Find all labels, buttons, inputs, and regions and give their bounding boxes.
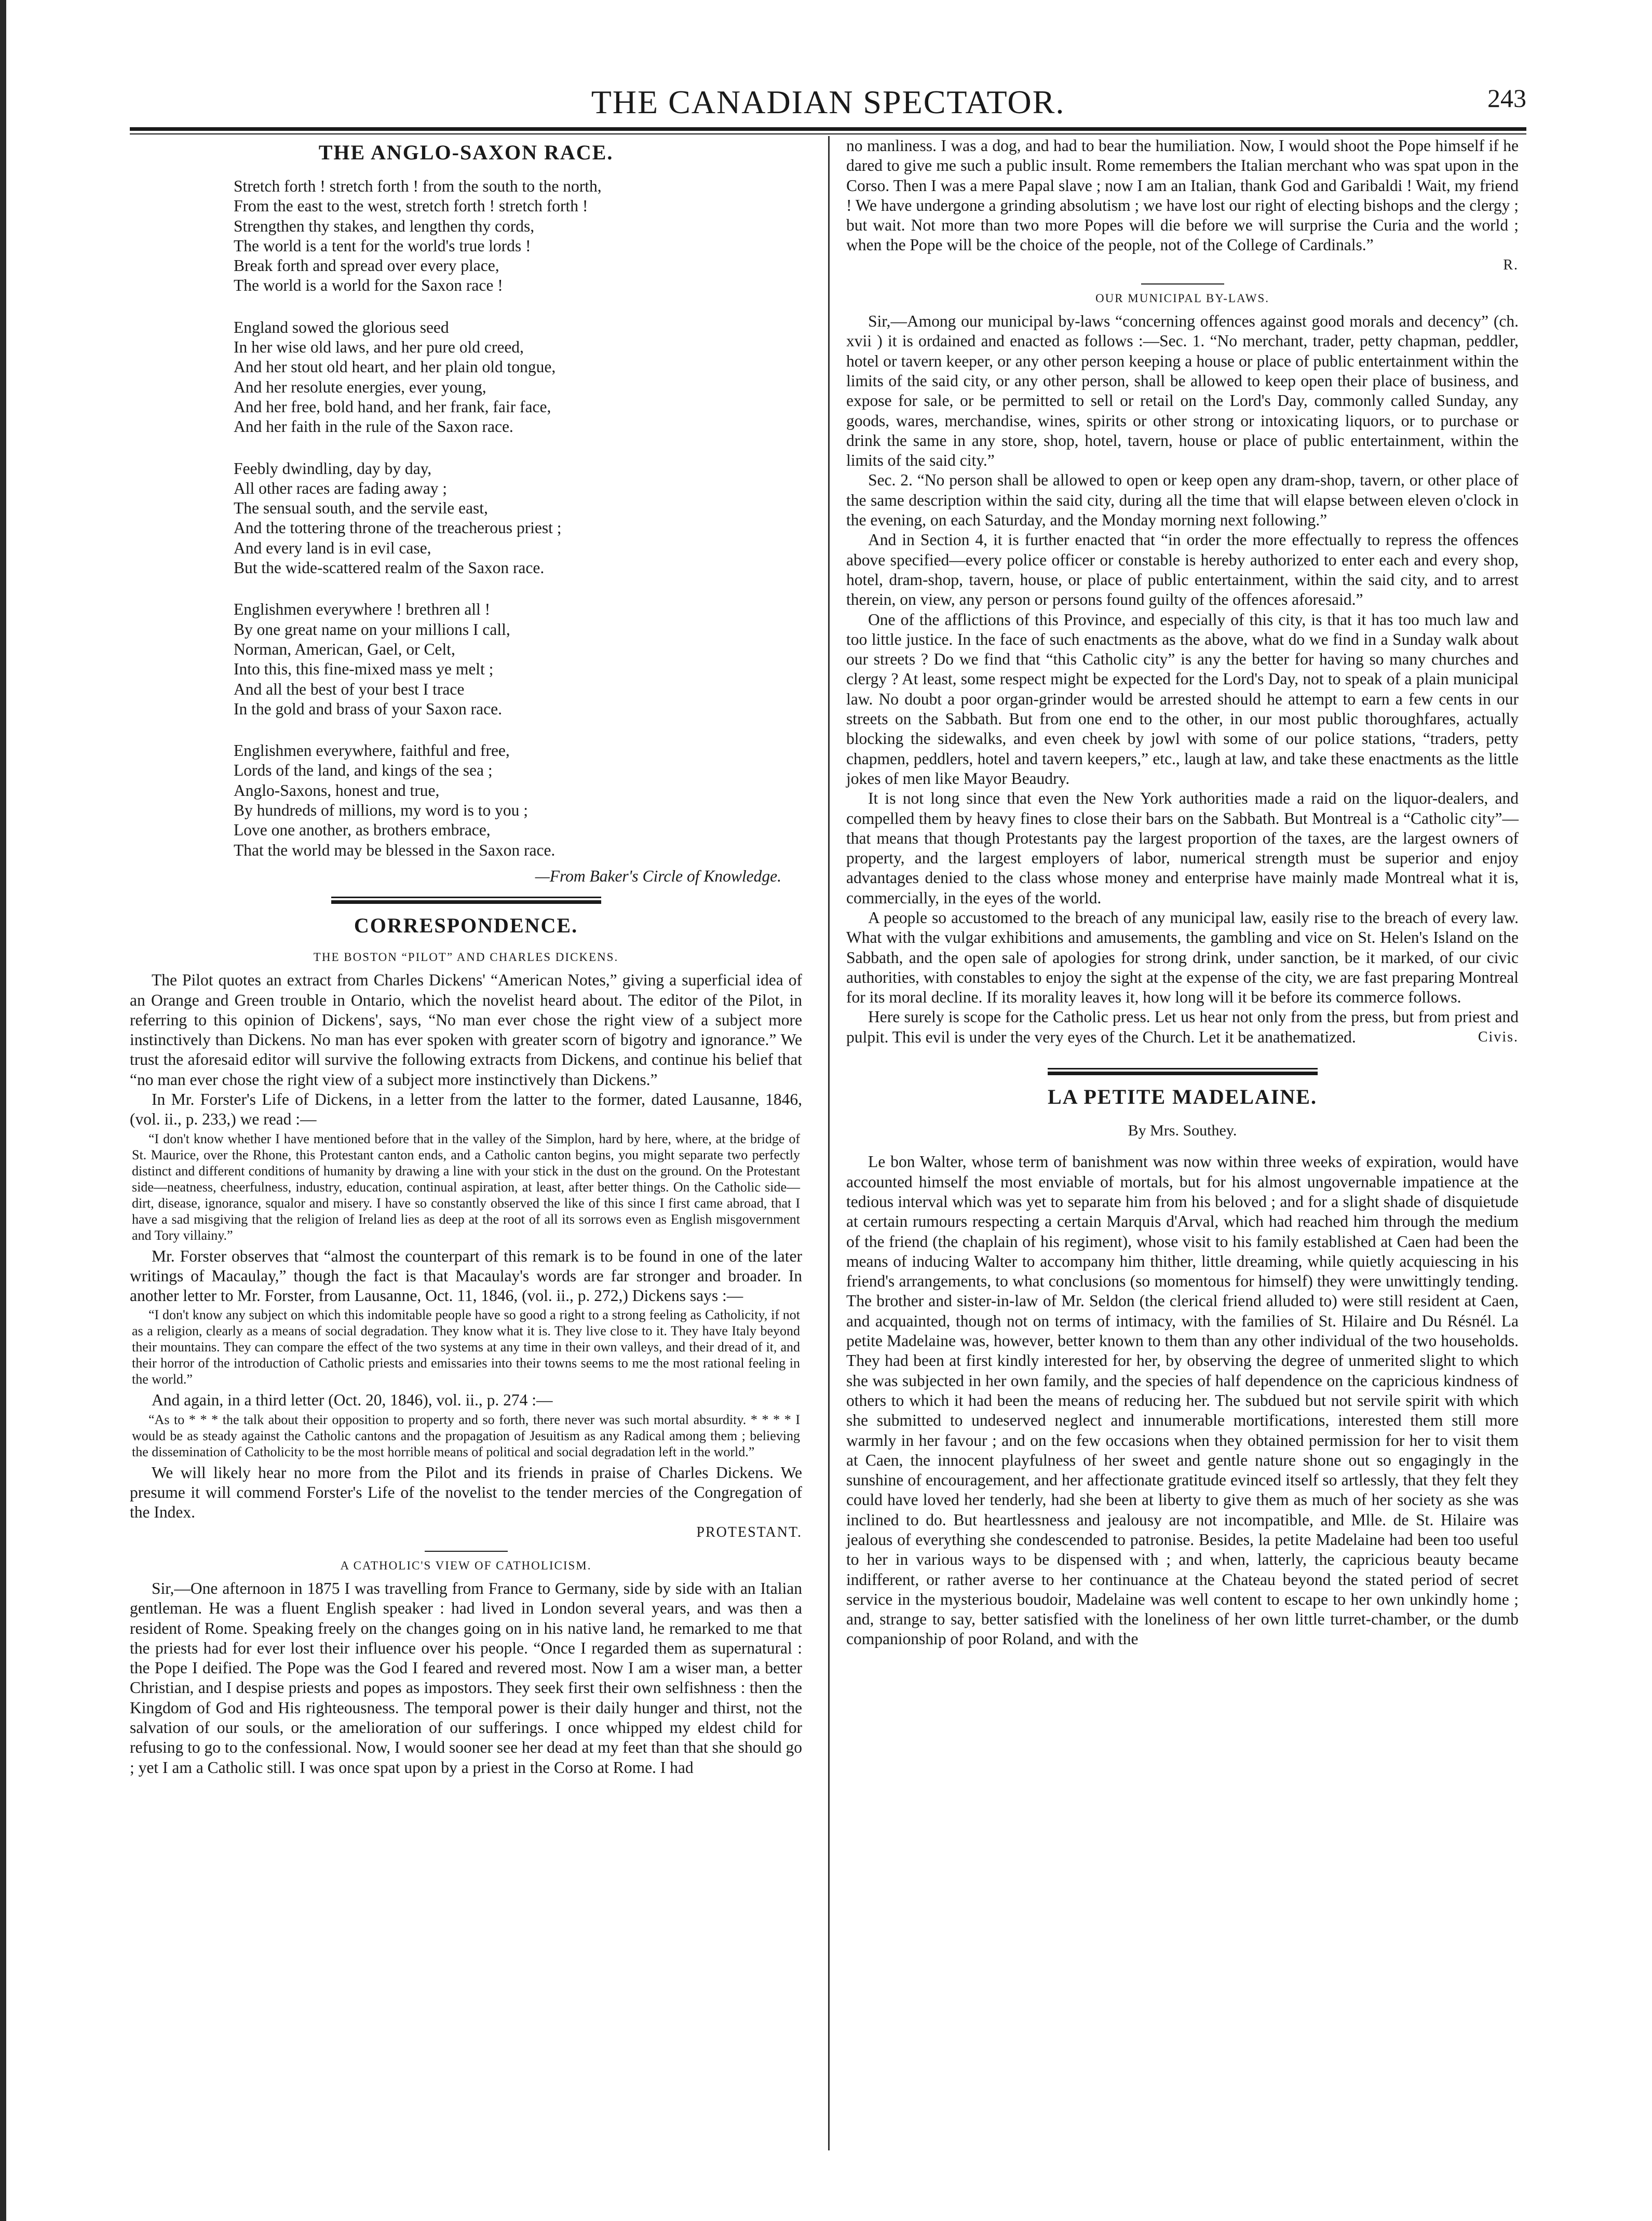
poem-line: By hundreds of millions, my word is to you ; [234,801,528,820]
poem-line: Break forth and spread over every place, [234,256,499,275]
story-byline: By Mrs. Southey. [1128,1122,1237,1140]
poem-stanza [234,741,802,860]
poem-line: Into this, this fine-mixed mass ye melt ; [234,660,494,679]
poem-line: And all the best of your best I trace [234,680,465,698]
section-rule [425,1551,508,1552]
page-number: 243 [1487,84,1526,113]
article-paragraph: And again, in a third letter (Oct. 20, 1846), vol. ii., p. 274 :— [152,1391,553,1410]
paragraph-text: Here surely is scope for the Catholic press. Let us hear not only from the press, but from priest and pulpit. This evil is under the very eyes of the Church. Let it be anathematized. [846,1008,1519,1046]
section-rule [331,897,601,904]
poem-line: From the east to the west, stretch forth ! stretch forth ! [234,197,588,215]
poem-line: And her resolute energies, ever young, [234,377,486,396]
poem-title: THE ANGLO-SAXON RACE. [318,141,614,164]
quotation [130,1412,802,1460]
poem-line: By one great name on your millions I call, [234,620,510,639]
poem-line: Norman, American, Gael, or Celt, [234,640,455,658]
municipal-bylaws-subtitle: OUR MUNICIPAL BY-LAWS. [1095,292,1269,305]
poem-line: And the tottering throne of the treacherous priest ; [234,519,562,537]
poem-line: Stretch forth ! stretch forth ! from the south to the north, [234,177,602,195]
article-paragraph: Sir,—Among our municipal by-laws “concerning offences against good morals and decency” (ch. xvii ) it is ordained and enacted as follows :—Sec. 1. “No merchant, trader, petty chapman, peddler, hotel or tavern keeper, or any other person keeping a house or place of public entertainment within the limits of the said city, or any other person, shall be allowed to keep open their place of business, and expose for sale, or be permitted to sell or retail on the Lord's Day, commonly called Sunday, any goods, wares, merchandise, wines, spirits or other strong or intoxicating liquors, or to purchase or drink the same in any store, shop, hotel, tavern, house or place of public entertainment, within the limits of the said city.” [846,312,1519,470]
poem-stanza [234,459,802,578]
masthead [130,78,1526,125]
right-column [846,136,1519,1649]
poem-line: Englishmen everywhere, faithful and free, [234,741,510,760]
poem [130,177,802,860]
story-paragraph: Le bon Walter, whose term of banishment was now within three weeks of expiration, would have accounted himself the most enviable of mortals, but for his almost ungovernable impatience at the tedious interval which was yet to separate him from his beloved ; and for a slight shade of disquietude at certain rumours respecting a certain Marquis d'Arval, which had reached him through the medium of the friend (the chaplain of his regiment), whose visit to his family established at Caen had been the means of inducing Walter to accompany him thither, little dreaming, while quietly acquiescing in his friend's arrangements, to what conclusions (so momentous for himself) they were unwittingly tending. The brother and sister-in-law of Mr. Seldon (the clerical friend alluded to) were still resident at Caen, and acquainted, though not on terms of intimacy, with the families of St. Hilaire and Du Résnél. La petite Madelaine was, however, better known to them than any other individual of the two households. They had been at first kindly interested for her, by observing the degree of unmerited slight to which she was subjected in her own family, and the species of half dependence on the capricious kindness of others to which it had been the means of reducing her. The subdued but not servile spirit with which she submitted to undeserved neglect and innumerable mortifications, interested them still more warmly in her favour ; and on the few occasions when they obtained permission for her to visit them at Caen, the innocent playfulness of her sweet and gentle nature shone out so engagingly in the sunshine of encouragement, and her affectionate gratitude evinced itself so artlessly, that they felt they could have loved her tenderly, had she been at liberty to give them as much of her society as she was inclined to do. But heartlessness and jealousy are not incompatible, and Mlle. de St. Hilaire was jealous of everything she condescended to patronise. Besides, la petite Madelaine had been too useful to her in various ways to be dispensed with ; and when, latterly, the capricious beauty became indifferent, or rather averse to her continuance at the Chateau beyond the stated period of secret service in the mysterious boudoir, Madelaine was well content to escape to her own unkindly home ; and, strange to say, better satisfied with the loneliness of her own little turret-chamber, or the dumb companionship of poor Roland, and with the [846,1153,1519,1648]
poem-line: And her faith in the rule of the Saxon race. [234,417,513,436]
article-paragraph: A people so accustomed to the breach of any municipal law, easily rise to the breach of every law. What with the vulgar exhibitions and amusements, the gambling and vice on St. Helen's Island on the Sabbath, and the open sale of apologies for strong drink, under sanction, be it marked, of our civic authorities, with constables to enjoy the sight at the expense of the city, we are fast preparing Montreal for its moral decline. If its morality leaves it, how long will it be before its commerce follows. [846,908,1519,1007]
article-paragraph: One of the afflictions of this Province, and especially of this city, is that it has too much law and too little justice. In the face of such enactments as the above, what do we find in a Sunday walk about our streets ? Do we find that “this Catholic city” is any the better for having so many churches and clergy ? At least, some respect might be expected for the Lord's Day, not to speak of a plain municipal law. No doubt a poor organ-grinder would be arrested should he attempt to earn a few cents in our streets on the Sabbath. But from one end to the other, in our most public thoroughfares, actually blocking the sidewalks, and even cheek by jowl with some of our police stations, “traders, petty chapmen, peddlers, hotel and tavern keepers,” etc., laugh at law, and take these enactments as the little jokes of men like Mayor Beaudry. [846,610,1519,788]
article-paragraph: Sir,—One afternoon in 1875 I was travelling from France to Germany, side by side with an Italian gentleman. He was a fluent English speaker : had lived in London several years, and was then a resident of Rome. Speaking freely on the changes going on in his native land, he remarked to me that the priests had for ever lost their influence over his people. “Once I regarded them as supernatural : the Pope I deified. The Pope was the God I feared and revered most. Now I am a wiser man, a better Christian, and I despise priests and popes as impostors. They seek first their own selfishness : then the Kingdom of God and His righteousness. The temporal power is their daily hunger and thirst, not the salvation of our souls, or the amelioration of our sufferings. I once whipped my eldest child for refusing to go to the confessional. Now, I would sooner see her dead at my feet than that she should go ; yet I am a Catholic still. I was once spat upon by a priest in the Corso at Rome. I had [130,1579,802,1777]
letter-signature: PROTESTANT. [696,1524,802,1540]
quotation-text: “I don't know any subject on which this indomitable people have so good a right to a strong feeling as Catholicity, if not as a religion, clearly as a means of social degradation. They know what it is. They live close to it. They have Italy beyond their mountains. They can compare the effect of the two systems at any time in their own valleys, and their dread of it, and their horror of the introduction of Catholic priests and emissaries into their towns seems to me the most rational feeling in the world.” [132,1307,800,1387]
poem-line: Feebly dwindling, day by day, [234,459,432,478]
poem-line: The world is a world for the Saxon race ! [234,276,503,295]
poem-line: The world is a tent for the world's true lords ! [234,236,531,255]
poem-line: Strengthen thy stakes, and lengthen thy cords, [234,216,535,235]
poem-stanza [234,600,802,719]
story-title: LA PETITE MADELAINE. [1048,1085,1317,1109]
masthead-rule [130,127,1526,134]
quotation [130,1131,802,1243]
correspondence-title: CORRESPONDENCE. [354,914,578,938]
poem-line: All other races are fading away ; [234,479,448,497]
boston-pilot-subtitle: THE BOSTON “PILOT” AND CHARLES DICKENS. [313,951,619,964]
poem-line: In her wise old laws, and her pure old creed, [234,338,524,357]
poem-line: Love one another, as brothers embrace, [234,821,491,839]
quotation [130,1307,802,1387]
article-paragraph: Sec. 2. “No person shall be allowed to open or keep open any dram-shop, tavern, or other place of the same description within the said city, during all the time that will elapse between eleven o'clock in the evening, on each Saturday, and the Monday morning next following.” [846,471,1519,530]
poem-line: And her stout old heart, and her plain old tongue, [234,358,556,376]
section-rule [1141,283,1224,285]
poem-line: Lords of the land, and kings of the sea ; [234,761,493,780]
column-divider [828,136,830,2150]
poem-line: Anglo-Saxons, honest and true, [234,781,440,800]
quotation-text: “As to * * * the talk about their opposition to property and so forth, there never was such mortal absurdity. * * * * I would be as steady against the Catholic cantons and the propagation of Jesuitism as any Radical among them ; believing the dissemination of Catholicity to be the most horrible means of political and social degradation left in the world.” [132,1412,800,1459]
poem-line: And her free, bold hand, and her frank, fair face, [234,397,551,416]
article-paragraph [846,1007,1519,1047]
article-paragraph: Mr. Forster observes that “almost the counterpart of this remark is to be found in one of the later writings of Macaulay,” though the fact is that Macaulay's words are far stronger and broader. In another letter to Mr. Forster, from Lausanne, Oct. 11, 1846, (vol. ii., p. 272,) Dickens says :— [130,1247,802,1305]
poem-stanza [234,177,802,296]
article-paragraph: In Mr. Forster's Life of Dickens, in a letter from the latter to the former, dated Lausanne, 1846, (vol. ii., p. 233,) we read :— [130,1090,802,1129]
section-rule [1048,1068,1318,1075]
left-column [130,136,802,1778]
article-paragraph: It is not long since that even the New York authorities made a raid on the liquor-dealers, and compelled them by heavy fines to close their bars on the Sabbath. But Montreal is a “Catholic city”—that means that though Protestants pay the largest proportion of the taxes, are the largest owners of property, and the largest employers of labor, numerical strength must be superior and enjoy advantages denied to the class whose money and enterprise have mainly made Montreal what it is, commercially, in the eyes of the world. [846,789,1519,907]
poem-line: In the gold and brass of your Saxon race. [234,699,502,718]
poem-line: But the wide-scattered realm of the Saxon race. [234,559,545,577]
poem-line: The sensual south, and the servile east, [234,499,488,518]
letter-signature: Civis. [1478,1028,1519,1045]
poem-credit: —From Baker's Circle of Knowledge. [535,866,781,885]
poem-line: England sowed the glorious seed [234,318,449,336]
quotation-text: “I don't know whether I have mentioned before that in the valley of the Simplon, hard by here, where, at the bridge of St. Maurice, over the Rhone, this Protestant canton ends, and a Catholic canton begins, you might separate two perfectly distinct and different conditions of humanity by drawing a line with your stick in the dust on the ground. On the Protestant side—neatness, cheerfulness, industry, education, continual aspiration, at least, after better things. On the Catholic side—dirt, disease, ignorance, squalor and misery. I have so constantly observed the like of this since I first came abroad, that I have a sad misgiving that the religion of Ireland lies as deep at the root of all its sorrows even as English misgovernment and Tory villainy.” [132,1131,800,1243]
article-paragraph-continued: no manliness. I was a dog, and had to bear the humiliation. Now, I would shoot the Pope himself if he dared to give me such a public insult. Rome remembers the Italian merchant who was spat upon in the Corso. Then I was a mere Papal slave ; now I am an Italian, thank God and Garibaldi ! Wait, my friend ! We have undergone a grinding absolutism ; we have lost our right of electing bishops and the clergy ; but wait. Not more than two more Popes will die before we will surprise the Curia and the world ; when the Pope will be the choice of the people, not of the College of Cardinals.” [846,137,1519,254]
letter-signature: R. [1503,256,1519,273]
poem-line: That the world may be blessed in the Saxon race. [234,841,556,859]
poem-stanza [234,318,802,437]
catholic-view-subtitle: A CATHOLIC'S VIEW OF CATHOLICISM. [340,1559,592,1572]
poem-line: Englishmen everywhere ! brethren all ! [234,600,491,619]
poem-line: And every land is in evil case, [234,538,431,557]
page-binding-edge [0,0,6,2221]
article-paragraph: The Pilot quotes an extract from Charles Dickens' “American Notes,” giving a superficial idea of an Orange and Green trouble in Ontario, which the novelist heard about. The editor of the Pilot, in referring to this opinion of Dickens', says, “No man ever chose the right view of a subject more instinctively than Dickens. No man has ever spoken with greater scorn of bigotry and ignorance.” We trust the aforesaid editor will survive the following extracts from Dickens, and continue his belief that “no man ever chose the right view of a subject more instinctively than Dickens.” [130,971,802,1089]
masthead-title: THE CANADIAN SPECTATOR. [591,84,1065,120]
article-paragraph: We will likely hear no more from the Pilot and its friends in praise of Charles Dickens. We presume it will commend Forster's Life of the novelist to the tender mercies of the Congregation of the Index. [130,1463,802,1522]
article-paragraph: And in Section 4, it is further enacted that “in order the more effectually to repress the offences above specified—every police officer or constable is hereby authorized to enter each and every shop, hotel, dram-shop, tavern, house, or place of public entertainment, within the said city, and to arrest therein, on view, any person or persons found guilty of the offences aforesaid.” [846,531,1519,609]
